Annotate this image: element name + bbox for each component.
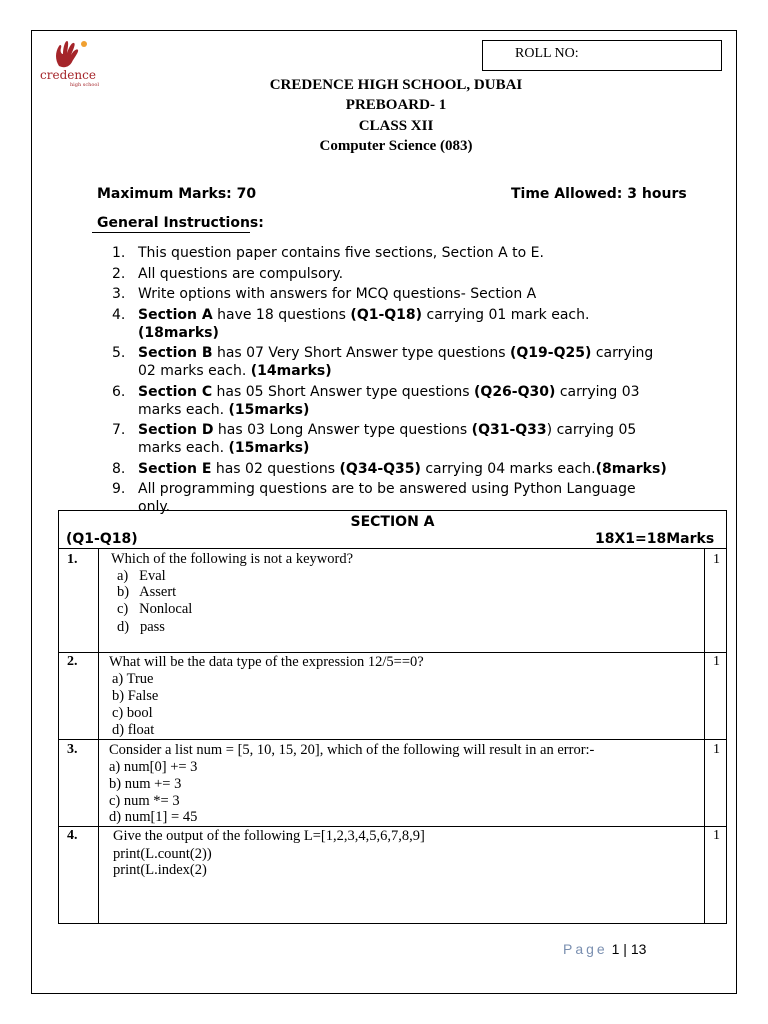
section-question-range: (Q1-Q18) <box>66 531 138 547</box>
instruction-text: All programming questions are to be answered using Python Language only. <box>138 481 636 515</box>
question-number: 4. <box>67 828 78 843</box>
hand-logo-icon <box>37 38 99 70</box>
instruction-text: All questions are compulsory. <box>138 265 344 282</box>
page-separator: | <box>623 941 627 957</box>
instruction-item <box>112 244 672 262</box>
option: c) Nonlocal <box>117 601 193 617</box>
maximum-marks: Maximum Marks: 70 <box>97 186 257 202</box>
instruction-item <box>112 383 672 419</box>
title-underline <box>92 232 250 233</box>
instruction-text: have 18 questions <box>212 306 351 323</box>
question-text: Which of the following is not a keyword? <box>111 551 354 567</box>
subject-name: Computer Science (083) <box>319 138 473 154</box>
instruction-text: Section B <box>138 345 213 361</box>
instruction-text: Write options with answers for MCQ questions- Section A <box>138 286 537 302</box>
row-divider <box>59 548 726 549</box>
instruction-text: (8marks) <box>595 460 667 477</box>
option: b) False <box>112 688 159 704</box>
page-label: Page <box>563 941 608 957</box>
instruction-text: has 03 Long Answer type questions <box>213 422 472 438</box>
option: d) pass <box>117 619 165 635</box>
option: c) num *= 3 <box>109 793 180 809</box>
code-line: print(L.index(2) <box>113 862 207 878</box>
question-text: Consider a list num = [5, 10, 15, 20], which of the following will result in an error:- <box>109 742 595 758</box>
instruction-text: carrying 02 marks each. <box>138 345 654 379</box>
logo-tagline: high school <box>69 82 99 88</box>
instruction-text: ) carrying 05 marks each. <box>138 422 637 456</box>
instruction-text: (14marks) <box>250 363 332 379</box>
option: a) True <box>112 671 154 687</box>
instruction-text: carrying 03 marks each. <box>138 383 640 418</box>
roll-number-label: ROLL NO: <box>515 46 579 61</box>
question-text: Give the output of the following L=[1,2,3,4,5,6,7,8,9] <box>113 828 425 844</box>
instruction-number: 6. <box>112 383 126 400</box>
option: b) Assert <box>117 584 177 600</box>
instruction-item <box>112 306 672 342</box>
instruction-text: carrying 04 marks each. <box>420 460 596 477</box>
row-divider <box>59 739 726 740</box>
instruction-text: Section D <box>138 422 214 438</box>
logo-brand-text: credence <box>40 68 96 82</box>
instruction-number: 3. <box>112 286 126 302</box>
instruction-list <box>112 244 672 519</box>
option: d) num[1] = 45 <box>109 809 198 825</box>
instruction-text: (Q1-Q18) <box>350 306 423 323</box>
option: c) bool <box>112 705 153 721</box>
instruction-number: 7. <box>112 422 126 438</box>
general-instructions-title: General Instructions: <box>97 215 264 231</box>
instruction-text: carrying 01 mark each. <box>422 306 590 323</box>
section-title: SECTION A <box>350 514 435 530</box>
row-divider <box>59 826 726 827</box>
class-name: CLASS XII <box>358 118 434 134</box>
instruction-text: (Q26-Q30) <box>474 383 556 400</box>
page-footer <box>563 941 646 957</box>
school-name: CREDENCE HIGH SCHOOL, DUBAI <box>269 77 523 93</box>
instruction-text: (15marks) <box>228 440 310 456</box>
instruction-text: Section A <box>138 306 213 323</box>
section-marks: 18X1=18Marks <box>595 531 715 547</box>
column-divider <box>704 549 705 923</box>
option: a) Eval <box>117 568 166 584</box>
question-number: 2. <box>67 654 78 669</box>
instruction-number: 5. <box>112 345 126 361</box>
roll-number-box[interactable] <box>482 40 722 71</box>
instruction-item <box>112 460 672 478</box>
instruction-item <box>112 285 672 303</box>
question-number: 1. <box>67 552 78 567</box>
school-logo <box>37 38 99 94</box>
column-divider <box>98 549 99 923</box>
instruction-text: (Q19-Q25) <box>510 345 592 361</box>
instruction-number: 8. <box>112 460 126 477</box>
question-number: 3. <box>67 742 78 757</box>
instruction-text: has 02 questions <box>211 460 340 477</box>
question-marks: 1 <box>713 654 720 669</box>
instruction-text: (18marks) <box>138 324 219 341</box>
option: b) num += 3 <box>109 776 182 792</box>
instruction-text: (Q31-Q33 <box>471 422 547 438</box>
instruction-number: 2. <box>112 265 126 282</box>
section-a-table <box>58 510 727 924</box>
instruction-text: Section C <box>138 383 213 400</box>
question-marks: 1 <box>713 552 720 567</box>
option: d) float <box>112 722 155 738</box>
instruction-text: has 07 Very Short Answer type questions <box>212 345 510 361</box>
time-allowed: Time Allowed: 3 hours <box>511 186 687 202</box>
instruction-item <box>112 265 672 283</box>
question-text: What will be the data type of the expression 12/5==0? <box>109 654 424 670</box>
exam-name: PREBOARD- 1 <box>345 97 447 113</box>
instruction-text: has 05 Short Answer type questions <box>212 383 475 400</box>
row-divider <box>59 652 726 653</box>
instruction-text: (15marks) <box>228 401 310 418</box>
instruction-number: 9. <box>112 481 126 497</box>
instruction-text: This question paper contains five sections, Section A to E. <box>138 245 544 261</box>
question-marks: 1 <box>713 828 720 843</box>
instruction-text: (Q34-Q35) <box>339 460 421 477</box>
instruction-item <box>112 421 672 457</box>
instruction-number: 1. <box>112 245 126 261</box>
page-number: 1 <box>611 941 620 957</box>
question-marks: 1 <box>713 742 720 757</box>
instruction-item <box>112 344 672 380</box>
instruction-number: 4. <box>112 306 126 323</box>
code-line: print(L.count(2)) <box>113 846 212 862</box>
page-total: 13 <box>630 941 647 957</box>
option: a) num[0] += 3 <box>109 759 198 775</box>
instruction-text: Section E <box>138 460 212 477</box>
